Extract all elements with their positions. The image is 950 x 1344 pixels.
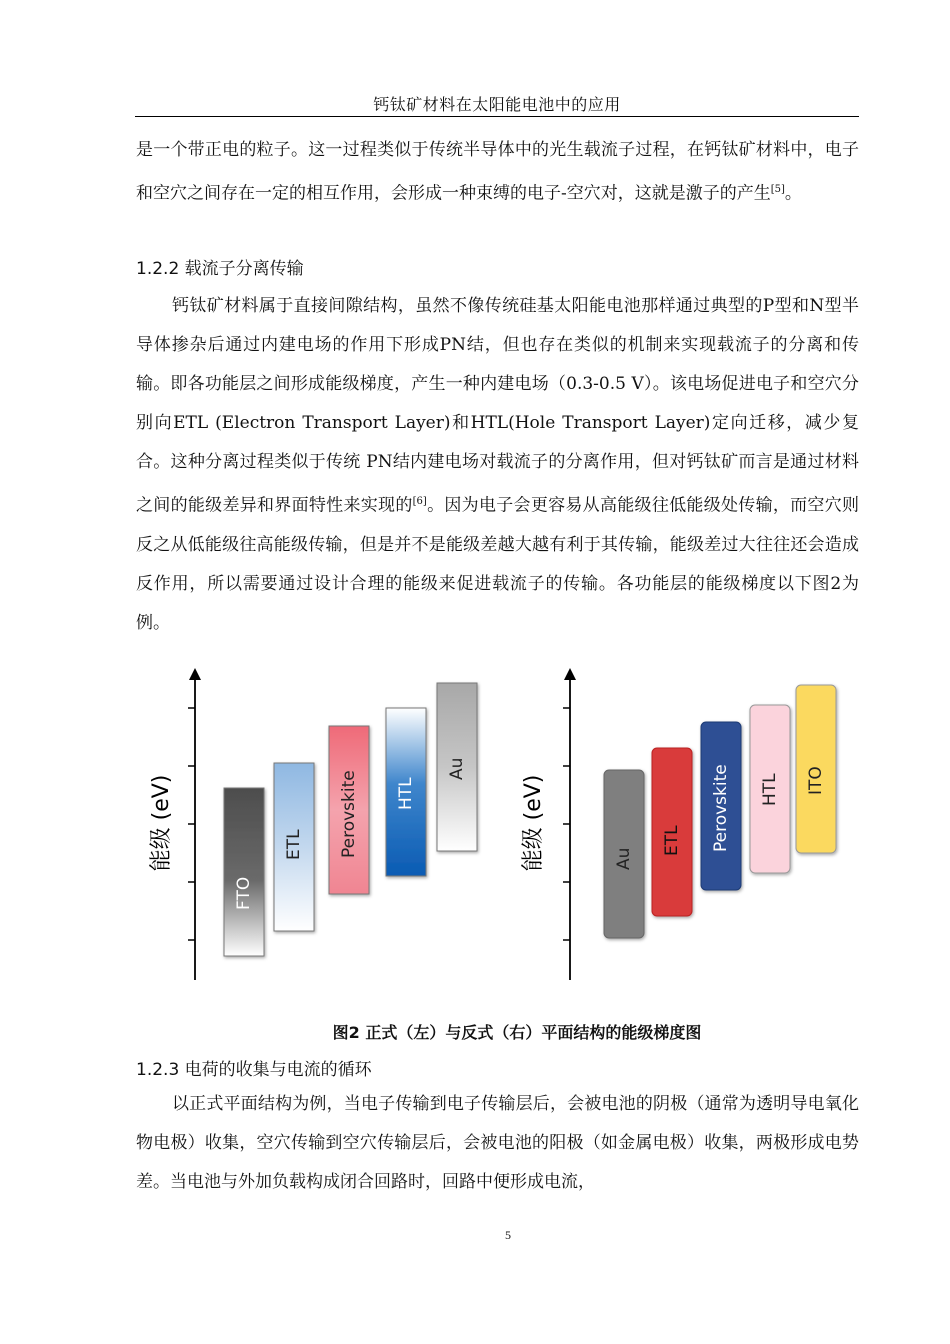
header-rule bbox=[135, 116, 859, 117]
left-y-axis-label: 能级 (eV) bbox=[149, 774, 174, 872]
left-label-perovskite: Perovskite bbox=[339, 770, 359, 858]
citation-6: [6] bbox=[412, 496, 427, 507]
right-layer-etl bbox=[652, 748, 692, 916]
right-label-etl: ETL bbox=[662, 825, 682, 856]
page-number: 5 bbox=[505, 1228, 511, 1242]
left-layer-etl bbox=[274, 763, 314, 931]
left-label-htl: HTL bbox=[396, 777, 416, 810]
paragraph-1-text: 是一个带正电的粒子。这一过程类似于传统半导体中的光生载流子过程，在钙钛矿材料中，电子和空穴之间存在一定的相互作用，会形成一种束缚的电子-空穴对，这就是激子的产生 bbox=[136, 140, 859, 204]
right-y-axis bbox=[563, 668, 576, 980]
right-layer-htl bbox=[750, 705, 790, 873]
right-label-ito: ITO bbox=[806, 766, 826, 795]
right-y-axis-label: 能级 (eV) bbox=[521, 774, 546, 872]
energy-level-figure bbox=[140, 660, 860, 990]
right-label-htl: HTL bbox=[760, 773, 780, 806]
right-layer-au bbox=[604, 770, 644, 938]
figure-caption: 图2 正式（左）与反式（右）平面结构的能级梯度图 bbox=[332, 1023, 702, 1042]
paragraph-1 bbox=[136, 131, 859, 214]
left-label-etl: ETL bbox=[284, 829, 304, 860]
right-layer-ito bbox=[796, 685, 836, 853]
section-heading-1-2-3: 1.2.3 电荷的收集与电流的循环 bbox=[136, 1060, 372, 1080]
right-layer-perovskite bbox=[701, 722, 741, 890]
left-layer-htl bbox=[386, 708, 426, 876]
section-heading-1-2-2: 1.2.2 载流子分离传输 bbox=[136, 259, 304, 279]
left-y-axis bbox=[188, 668, 201, 980]
paragraph-1-end: 。 bbox=[784, 183, 802, 204]
left-layer-au bbox=[437, 683, 477, 851]
right-label-perovskite: Perovskite bbox=[711, 764, 731, 852]
paragraph-2 bbox=[136, 287, 859, 643]
right-label-au: Au bbox=[614, 847, 634, 870]
left-layer-perovskite bbox=[329, 726, 369, 894]
left-layer-fto bbox=[224, 788, 264, 956]
left-label-fto: FTO bbox=[234, 876, 254, 910]
paragraph-3: 以正式平面结构为例，当电子传输到电子传输层后，会被电池的阴极（通常为透明导电氧化物电极）收集，空穴传输到空穴传输层后，会被电池的阳极（如金属电极）收集，两极形成电势差。当电池与外加负载构成闭合回路时，回路中便形成电流， bbox=[136, 1094, 859, 1192]
citation-5: [5] bbox=[770, 184, 785, 195]
left-label-au: Au bbox=[447, 757, 467, 780]
running-header: 钙钛矿材料在太阳能电池中的应用 bbox=[373, 95, 621, 114]
paragraph-2-text-a: 钙钛矿材料属于直接间隙结构，虽然不像传统硅基太阳能电池那样通过典型的P型和N型半导体掺杂后通过内建电场的作用下形成PN结，但也存在类似的机制来实现载流子的分离和传输。即各功能层之间形成能级梯度，产生一种内建电场（0.3-0.5 V）。该电场促进电子和空穴分别向ETL (Electron Transport Layer)和HTL(Hole Transport Layer)定向迁移，减少复合。这种分离过程类似于传统 PN结内建电场对载流子的分离作用，但对钙钛矿而言是通过材料之间的能级差异和界面特性来实现的 bbox=[136, 296, 859, 516]
paragraph-2-text-b: 。因为电子会更容易从高能级往低能级处传输，而空穴则反之从低能级往高能级传输，但是并不是能级差越大越有利于其传输，能级差过大往往还会造成反作用，所以需要通过设计合理的能级来促进载流子的传输。各功能层的能级梯度以下图2为例。 bbox=[136, 495, 860, 633]
